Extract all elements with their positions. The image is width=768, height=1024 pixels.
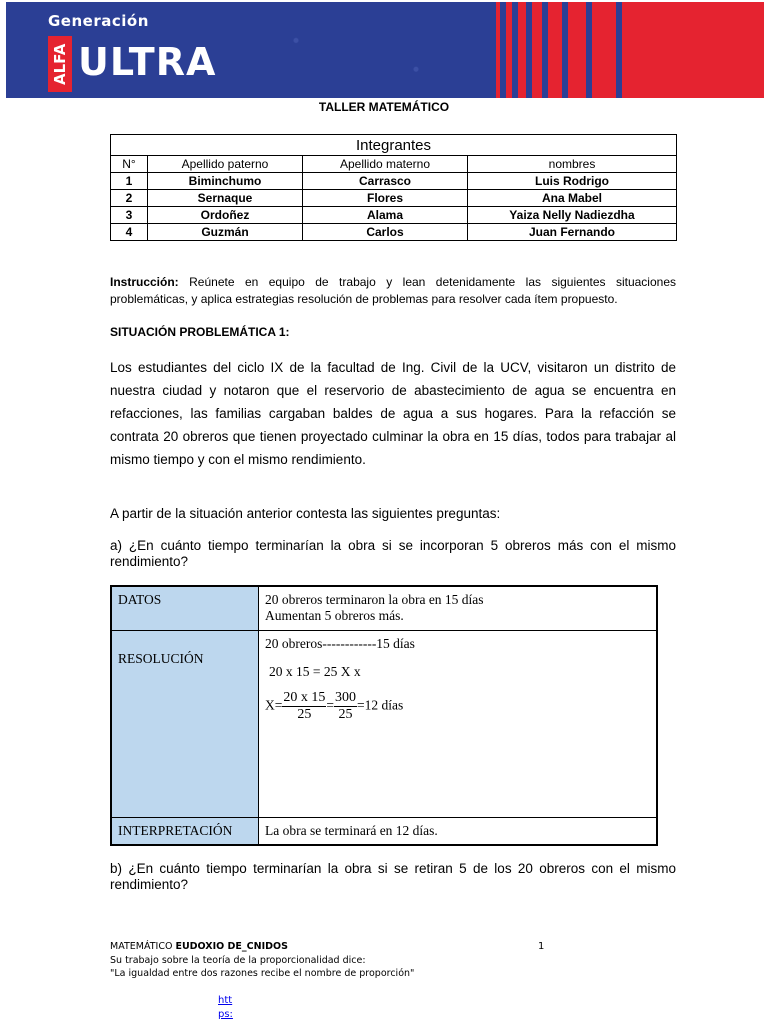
cell-apellido-paterno: Guzmán: [148, 224, 303, 241]
hex-pattern: [206, 2, 506, 98]
resolucion-content: [259, 630, 658, 817]
logo-text-generacion: Generación: [48, 12, 149, 30]
instruction-paragraph: [110, 274, 676, 308]
datos-content: [259, 586, 658, 630]
table-row: [111, 190, 677, 207]
cell-number: 1: [111, 173, 148, 190]
footer-quote: "La igualdad entre dos razones recibe el nombre de proporción": [110, 968, 415, 979]
equation-prefix: X=: [265, 697, 283, 713]
footer-line-2a: Su trabajo sobre la: [110, 955, 203, 966]
red-stripe: [568, 2, 586, 98]
footer-prefix: MATEMÁTICO: [110, 941, 176, 952]
equation-result: =12 días: [357, 697, 404, 713]
red-stripe: [532, 2, 542, 98]
cell-apellido-materno: Flores: [303, 190, 468, 207]
datos-label: DATOS: [111, 586, 259, 630]
members-table-header-row: [111, 156, 677, 173]
header-banner: [6, 2, 764, 98]
fraction-2: [334, 690, 357, 723]
fraction-1-numerator: 20 x 15: [283, 689, 326, 705]
cell-apellido-materno: Alama: [303, 207, 468, 224]
footer-line-1: [110, 941, 288, 953]
resolution-table: [110, 585, 658, 846]
table-row: [111, 224, 677, 241]
resolucion-equation: [265, 690, 650, 723]
red-stripe: [518, 2, 526, 98]
interpretacion-text: La obra se terminará en 12 días.: [259, 817, 658, 845]
resolucion-line-1: 20 obreros------------15 días: [265, 635, 415, 651]
resolucion-line-2: 20 x 15 = 25 X x: [269, 663, 361, 679]
interpretacion-label: INTERPRETACIÓN: [111, 817, 259, 845]
members-table-caption: Integrantes: [111, 135, 677, 156]
cell-nombres: Ana Mabel: [468, 190, 677, 207]
situation-text: Los estudiantes del ciclo IX de la facultad de Ing. Civil de la UCV, visitaron un distrito de nuestra ciudad y notaron que el reservorio de abastecimiento de agua se encuentra en refacciones, las familias cargaban baldes de agua a sus hogares. Para la refacción se contrata 20 obreros que tienen proyectado culminar la obra en 15 días, todos para trabajar al mismo tiempo y con el mismo rendimiento.: [110, 360, 676, 467]
cell-nombres: Yaiza Nelly Nadiezdha: [468, 207, 677, 224]
fraction-1-denominator: 25: [297, 706, 312, 722]
header-apellido-paterno: Apellido paterno: [148, 156, 303, 173]
cell-apellido-paterno: Ordoñez: [148, 207, 303, 224]
cell-apellido-materno: Carlos: [303, 224, 468, 241]
cell-apellido-paterno: Sernaque: [148, 190, 303, 207]
fraction-2-numerator: 300: [335, 689, 356, 705]
cell-apellido-materno: Carrasco: [303, 173, 468, 190]
cell-apellido-paterno: Biminchumo: [148, 173, 303, 190]
logo-text-alfa: ALFA: [51, 43, 69, 85]
footer-link-part-1[interactable]: htt: [218, 995, 233, 1006]
footer-line-2: [110, 955, 366, 967]
instruction-text: Reúnete en equipo de trabajo y lean detenidamente las siguientes situaciones problemáticas, y aplica estrategias resolución de problemas para resolver cada ítem propuesto.: [110, 275, 676, 306]
logo-text-ultra: ULTRA: [78, 40, 217, 84]
page-number: 1: [538, 941, 545, 952]
document-title: TALLER MATEMÁTICO: [318, 100, 450, 114]
cell-nombres: Luis Rodrigo: [468, 173, 677, 190]
cell-nombres: Juan Fernando: [468, 224, 677, 241]
equation-equals: =: [326, 697, 334, 713]
red-stripe: [496, 2, 500, 98]
header-number: N°: [111, 156, 148, 173]
red-stripe: [592, 2, 616, 98]
resolucion-label: RESOLUCIÓN: [111, 630, 259, 817]
question-b: b) ¿En cuánto tiempo terminarían la obra si se retiran 5 de los 20 obreros con el mismo rendimiento?: [110, 861, 676, 892]
cell-number: 4: [111, 224, 148, 241]
instruction-label: Instrucción:: [110, 275, 179, 289]
footer-line-2b: teoría de la proporcionalidad dice:: [202, 955, 366, 966]
datos-line-1: 20 obreros terminaron la obra en 15 días: [265, 592, 484, 607]
datos-line-2: Aumentan 5 obreros más.: [265, 608, 404, 623]
questions-prompt: A partir de la situación anterior contesta las siguientes preguntas:: [110, 506, 501, 521]
table-row: [111, 207, 677, 224]
fraction-1: [282, 690, 326, 723]
footer-link-part-2[interactable]: ps:: [218, 1009, 233, 1020]
members-table: [110, 134, 677, 241]
situation-title: SITUACIÓN PROBLEMÁTICA 1:: [110, 325, 290, 339]
red-stripe: [506, 2, 512, 98]
cell-number: 2: [111, 190, 148, 207]
question-a: a) ¿En cuánto tiempo terminarían la obra si se incorporan 5 obreros más con el mismo rendimiento?: [110, 538, 676, 569]
fraction-2-denominator: 25: [338, 706, 353, 722]
table-row: [111, 173, 677, 190]
red-stripe: [548, 2, 562, 98]
red-stripe: [622, 2, 764, 98]
header-nombres: nombres: [468, 156, 677, 173]
cell-number: 3: [111, 207, 148, 224]
footer-author: EUDOXIO DE_CNIDOS: [175, 941, 288, 952]
header-apellido-materno: Apellido materno: [303, 156, 468, 173]
